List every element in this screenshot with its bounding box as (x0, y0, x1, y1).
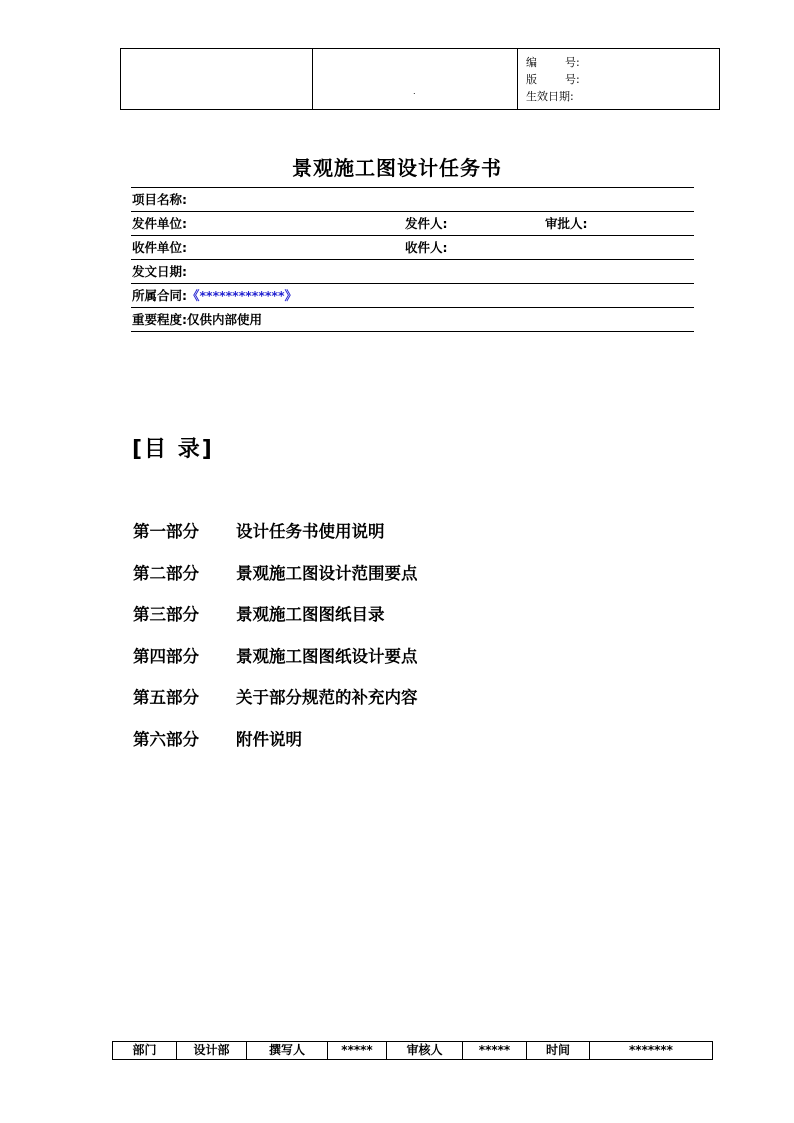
sender-label: 发件人: (405, 216, 448, 231)
version-label: 版 号: (526, 73, 580, 86)
header-middle-cell (313, 49, 518, 109)
toc-text: 景观施工图图纸目录 (236, 605, 385, 624)
toc-heading: [目 录] (132, 437, 214, 462)
importance-label: 重要程度:仅供内部使用 (132, 312, 262, 327)
contract-field (132, 284, 297, 307)
toc-part: 第六部分 (133, 729, 199, 749)
toc-text: 景观施工图图纸设计要点 (236, 646, 418, 666)
info-row-receiver (131, 236, 694, 260)
header-meta-cell (518, 49, 719, 109)
info-table (131, 187, 694, 332)
header-box (120, 48, 720, 110)
toc-part: 第四部分 (133, 646, 199, 666)
toc-text: 设计任务书使用说明 (236, 522, 385, 541)
toc-part: 第二部分 (133, 563, 199, 583)
info-row-importance (131, 308, 694, 332)
footer-writer-label: 撰写人 (247, 1042, 328, 1059)
contract-label: 所属合同: (132, 288, 187, 303)
receiver-label: 收件人: (405, 240, 448, 255)
toc-part: 第五部分 (133, 688, 199, 707)
header-logo-cell (121, 49, 313, 109)
approver-label: 审批人: (545, 216, 588, 231)
info-row-project (131, 188, 694, 212)
footer-writer-value: ***** (328, 1042, 387, 1059)
footer-reviewer-label: 审核人 (387, 1042, 463, 1059)
effective-date-label: 生效日期: (526, 90, 574, 103)
header-dot: . (413, 87, 416, 96)
toc-text: 附件说明 (236, 729, 302, 749)
footer-time-value: ******* (629, 1043, 673, 1057)
footer-reviewer-value: ***** (463, 1042, 527, 1059)
issue-date-label: 发文日期: (132, 264, 187, 279)
info-row-sender (131, 212, 694, 236)
toc-part: 第三部分 (133, 605, 199, 624)
footer-dept-label: 部门 (113, 1042, 177, 1059)
info-row-date (131, 260, 694, 284)
footer-dept-value: 设计部 (177, 1042, 247, 1059)
footer-time-label: 时间 (527, 1042, 590, 1059)
contract-value: 《*************》 (187, 288, 297, 303)
project-name-label: 项目名称: (132, 192, 187, 207)
footer-table (112, 1041, 713, 1060)
page-title: 景观施工图设计任务书 (292, 156, 502, 180)
info-row-contract (131, 284, 694, 308)
toc-text: 关于部分规范的补充内容 (236, 688, 418, 707)
toc-text: 景观施工图设计范围要点 (236, 563, 418, 583)
receiver-unit-label: 收件单位: (132, 240, 187, 255)
sender-unit-label: 发件单位: (132, 216, 187, 231)
toc-part: 第一部分 (133, 522, 199, 541)
number-label: 编 号: (526, 56, 580, 69)
